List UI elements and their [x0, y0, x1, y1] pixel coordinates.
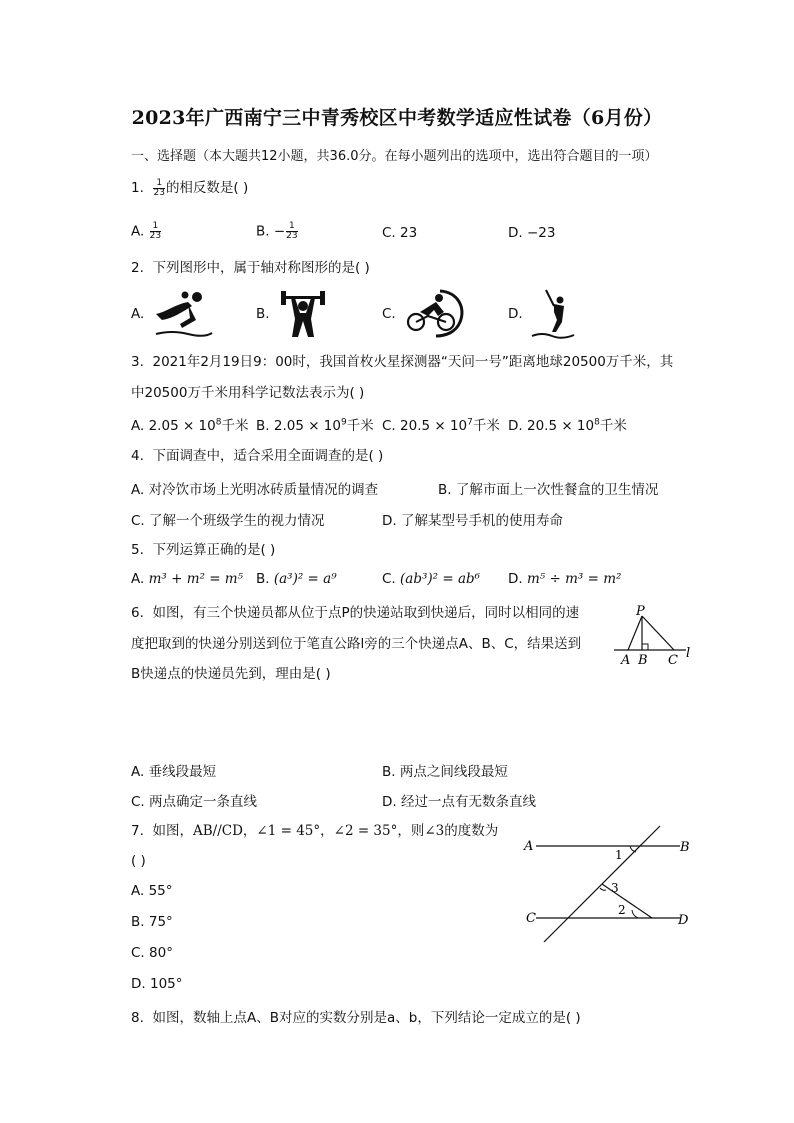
- fraction: $\frac{1}{23}$: [153, 177, 165, 198]
- question-number: 1.: [131, 180, 144, 196]
- question-8: 8. 如图，数轴上点A、B对应的实数分别是a、b，下列结论一定成立的是( ): [131, 1010, 581, 1026]
- q4-option-c[interactable]: C. 了解一个班级学生的视力情况: [131, 513, 325, 529]
- angle-3-label: 3: [611, 881, 619, 895]
- q1-option-d[interactable]: D. −23: [508, 225, 556, 241]
- q5-option-d[interactable]: D. m⁵ ÷ m³ = m²: [508, 571, 622, 587]
- q3-option-c[interactable]: C. $20.5 \times 10^7$千米: [382, 417, 500, 434]
- question-6-line3: B快递点的快递员先到，理由是( ): [131, 666, 331, 682]
- question-5: 5. 下列运算正确的是( ): [131, 542, 276, 558]
- weightlifter-icon[interactable]: [278, 289, 328, 341]
- point-p-label: P: [636, 604, 645, 619]
- q7-option-b[interactable]: B. 75°: [131, 914, 173, 930]
- q5-option-a[interactable]: A. m³ + m² = m⁵: [131, 571, 244, 587]
- q2-option-a-letter: A.: [131, 306, 145, 322]
- section-heading: 一、选择题（本大题共12小题，共36.0分。在每小题列出的选项中，选出符合题目的一项）: [131, 149, 658, 164]
- cyclist-icon[interactable]: [402, 288, 466, 340]
- point-c-label: C: [526, 911, 536, 926]
- q5-option-b[interactable]: B. (a³)² = a⁹: [256, 571, 337, 587]
- point-a-label: A: [524, 839, 534, 854]
- q6-option-c[interactable]: C. 两点确定一条直线: [131, 794, 258, 810]
- question-4: 4. 下面调查中，适合采用全面调查的是( ): [131, 448, 384, 464]
- angle-1-label: 1: [615, 848, 623, 862]
- perpendicular-figure: [612, 602, 696, 670]
- q4-option-b[interactable]: B. 了解市面上一次性餐盒的卫生情况: [438, 482, 659, 498]
- angle-2-label: 2: [618, 903, 626, 917]
- question-6-line1: 6. 如图，有三个快递员都从位于点P的快递站取到快递后，同时以相同的速: [131, 605, 580, 621]
- q2-option-b-letter: B.: [256, 306, 270, 322]
- q3-option-b[interactable]: B. $2.05 \times 10^9$千米: [256, 417, 374, 434]
- question-1: [131, 178, 248, 198]
- question-3-line2: 中20500万千米用科学记数法表示为( ): [131, 385, 365, 401]
- q3-option-a[interactable]: A. $2.05 \times 10^8$千米: [131, 417, 249, 434]
- q6-option-a[interactable]: A. 垂线段最短: [131, 764, 217, 780]
- point-a-label: A: [621, 653, 631, 668]
- q4-option-a[interactable]: A. 对冷饮市场上光明冰砖质量情况的调查: [131, 482, 379, 498]
- q6-option-d[interactable]: D. 经过一点有无数条直线: [382, 794, 536, 810]
- q1-option-a[interactable]: A. $\frac{1}{23}$: [131, 221, 162, 241]
- point-b-label: B: [680, 840, 690, 855]
- q1-option-b[interactable]: B. − $\frac{1}{23}$: [256, 221, 298, 241]
- line-l-label: l: [686, 646, 691, 661]
- q3-option-d[interactable]: D. $20.5 \times 10^8$千米: [508, 417, 627, 434]
- question-6-line2: 度把取到的快递分别送到位于笔直公路l旁的三个快递点A、B、C，结果送到: [131, 636, 582, 652]
- q4-option-d[interactable]: D. 了解某型号手机的使用寿命: [382, 513, 563, 529]
- point-c-label: C: [668, 653, 678, 668]
- q1-option-c[interactable]: C. 23: [382, 225, 418, 241]
- q6-option-b[interactable]: B. 两点之间线段最短: [382, 764, 508, 780]
- q7-option-d[interactable]: D. 105°: [131, 976, 183, 992]
- q7-option-c[interactable]: C. 80°: [131, 945, 173, 961]
- parallel-lines-figure: [520, 822, 700, 946]
- q7-option-a[interactable]: A. 55°: [131, 883, 173, 899]
- point-d-label: D: [678, 913, 689, 928]
- question-stem: 的相反数是( ): [165, 180, 249, 196]
- volleyball-player-icon[interactable]: [152, 290, 214, 340]
- q2-option-d-letter: D.: [508, 306, 523, 322]
- question-7-line2: ( ): [131, 853, 146, 869]
- q2-option-c-letter: C.: [382, 306, 396, 322]
- question-2: 2. 下列图形中，属于轴对称图形的是( ): [131, 260, 370, 276]
- q5-option-c[interactable]: C. (ab³)² = ab⁶: [382, 571, 481, 587]
- question-7-line1: 7. 如图，AB//CD，∠1 = 45°，∠2 = 35°，则∠3的度数为: [131, 823, 499, 839]
- question-3-line1: 3. 2021年2月19日9：00时，我国首枚火星探测器“天问一号”距离地球20500万千米，其: [131, 354, 674, 370]
- point-b-label: B: [638, 653, 648, 668]
- page-title: 2023年广西南宁三中青秀校区中考数学适应性试卷（6月份）: [131, 107, 663, 129]
- golfer-icon[interactable]: [530, 288, 576, 342]
